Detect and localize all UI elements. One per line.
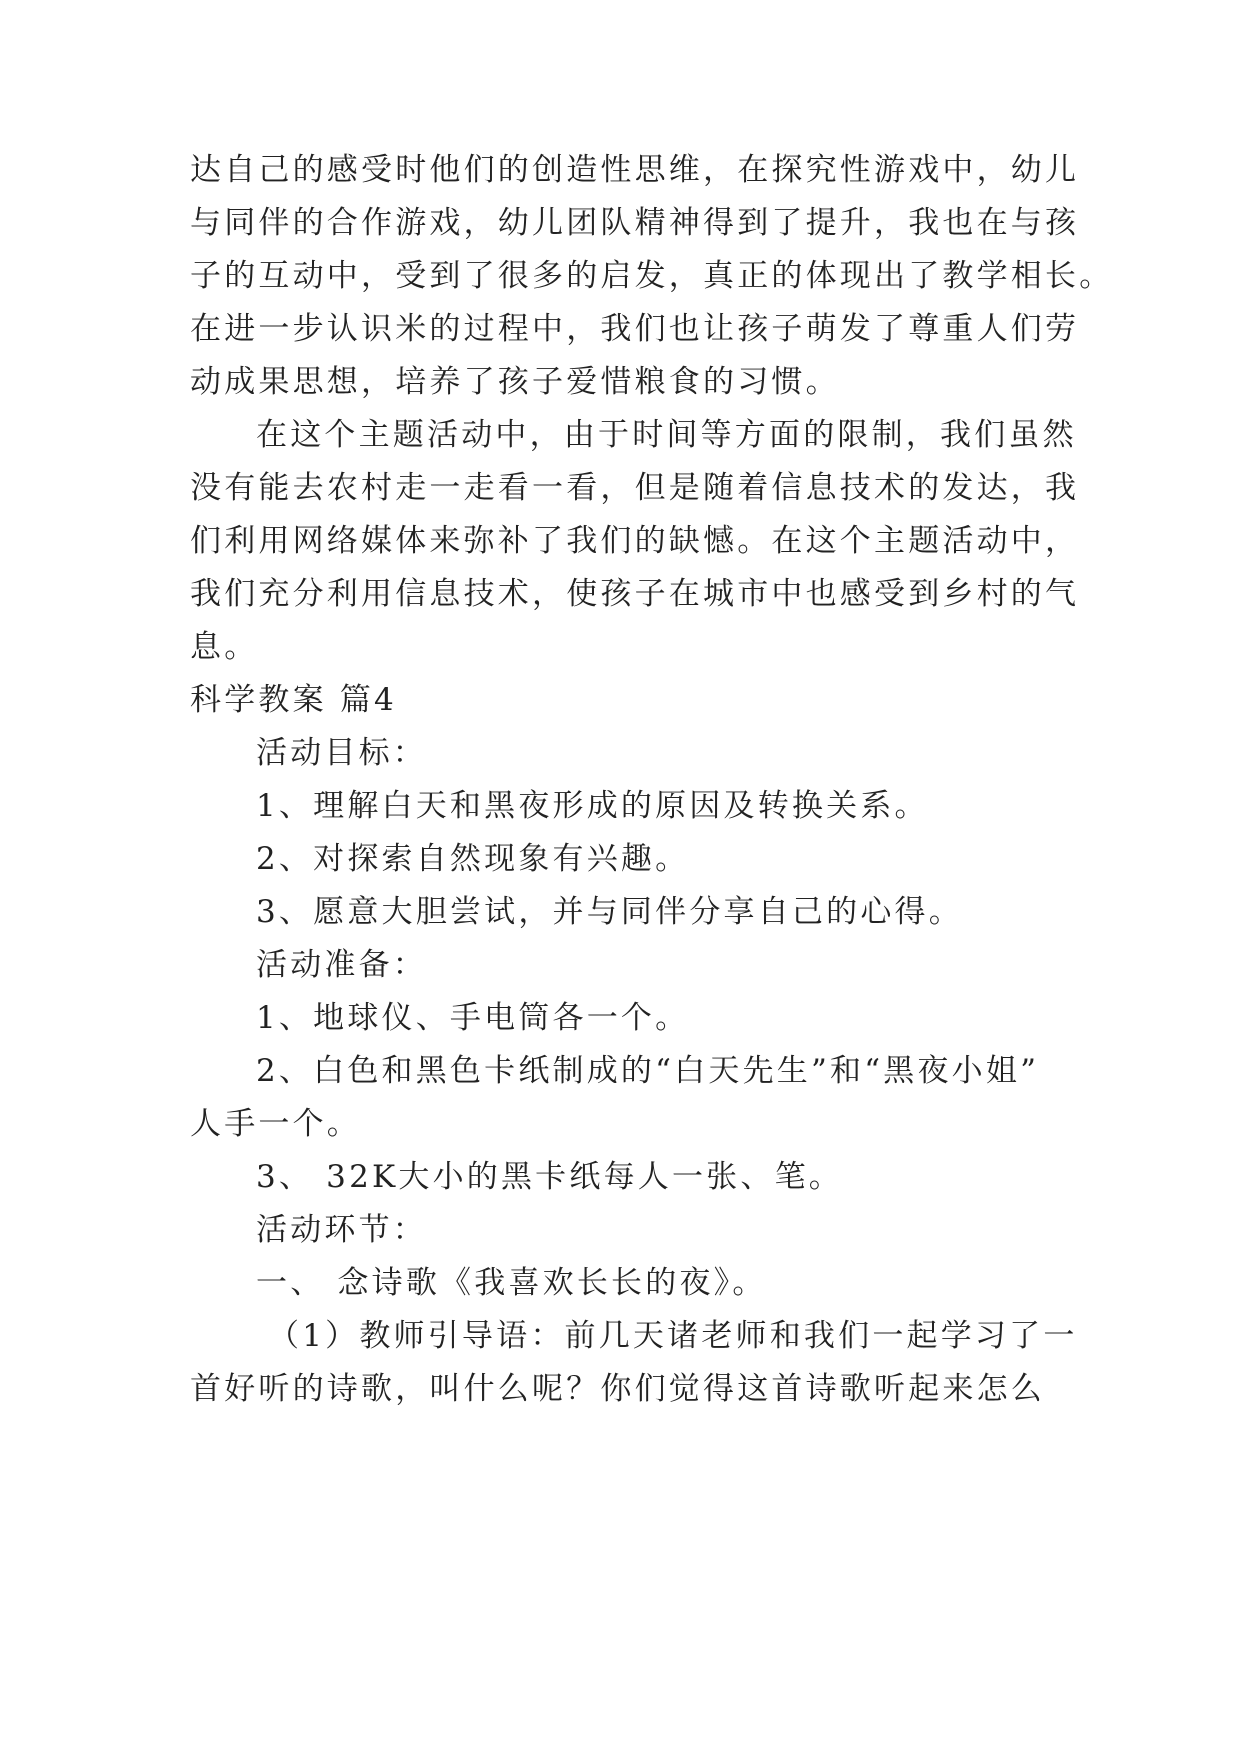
step-item: 一、 念诗歌《我喜欢长长的夜》。 <box>256 1265 767 1301</box>
prep-item: 人手一个。 <box>190 1106 361 1142</box>
goal-item: 3、愿意大胆尝试，并与同伴分享自己的心得。 <box>256 894 963 930</box>
text-line: 我们充分利用信息技术，使孩子在城市中也感受到乡村的气 <box>190 576 1080 612</box>
section-title: 科学教案 篇4 <box>190 682 397 718</box>
text-line: 首好听的诗歌，叫什么呢？你们觉得这首诗歌听起来怎么 <box>190 1371 1045 1407</box>
text-line: 在进一步认识米的过程中，我们也让孩子萌发了尊重人们劳 <box>190 311 1080 347</box>
prep-item: 2、白色和黑色卡纸制成的“白天先生”和“黑夜小姐” <box>256 1053 1040 1089</box>
prep-heading: 活动准备： <box>256 947 427 983</box>
text-line: 在这个主题活动中，由于时间等方面的限制，我们虽然 <box>256 417 1077 453</box>
text-line: 与同伴的合作游戏，幼儿团队精神得到了提升，我也在与孩 <box>190 205 1080 241</box>
text-line: 达自己的感受时他们的创造性思维，在探究性游戏中，幼儿 <box>190 152 1080 188</box>
prep-item: 1、地球仪、手电筒各一个。 <box>256 1000 690 1036</box>
prep-item: 3、 32K大小的黑卡纸每人一张、笔。 <box>256 1159 843 1195</box>
text-line: 没有能去农村走一走看一看，但是随着信息技术的发达，我 <box>190 470 1080 506</box>
goals-heading: 活动目标： <box>256 735 427 771</box>
text-line: （1）教师引导语：前几天诸老师和我们一起学习了一 <box>268 1318 1078 1354</box>
goal-item: 1、理解白天和黑夜形成的原因及转换关系。 <box>256 788 929 824</box>
text-line: 动成果思想，培养了孩子爱惜粮食的习惯。 <box>190 364 840 400</box>
steps-heading: 活动环节： <box>256 1212 427 1248</box>
goal-item: 2、对探索自然现象有兴趣。 <box>256 841 690 877</box>
text-line: 子的互动中，受到了很多的启发，真正的体现出了教学相长。 <box>190 258 1114 294</box>
text-line: 们利用网络媒体来弥补了我们的缺憾。在这个主题活动中， <box>190 523 1080 559</box>
text-line: 息。 <box>190 629 259 665</box>
